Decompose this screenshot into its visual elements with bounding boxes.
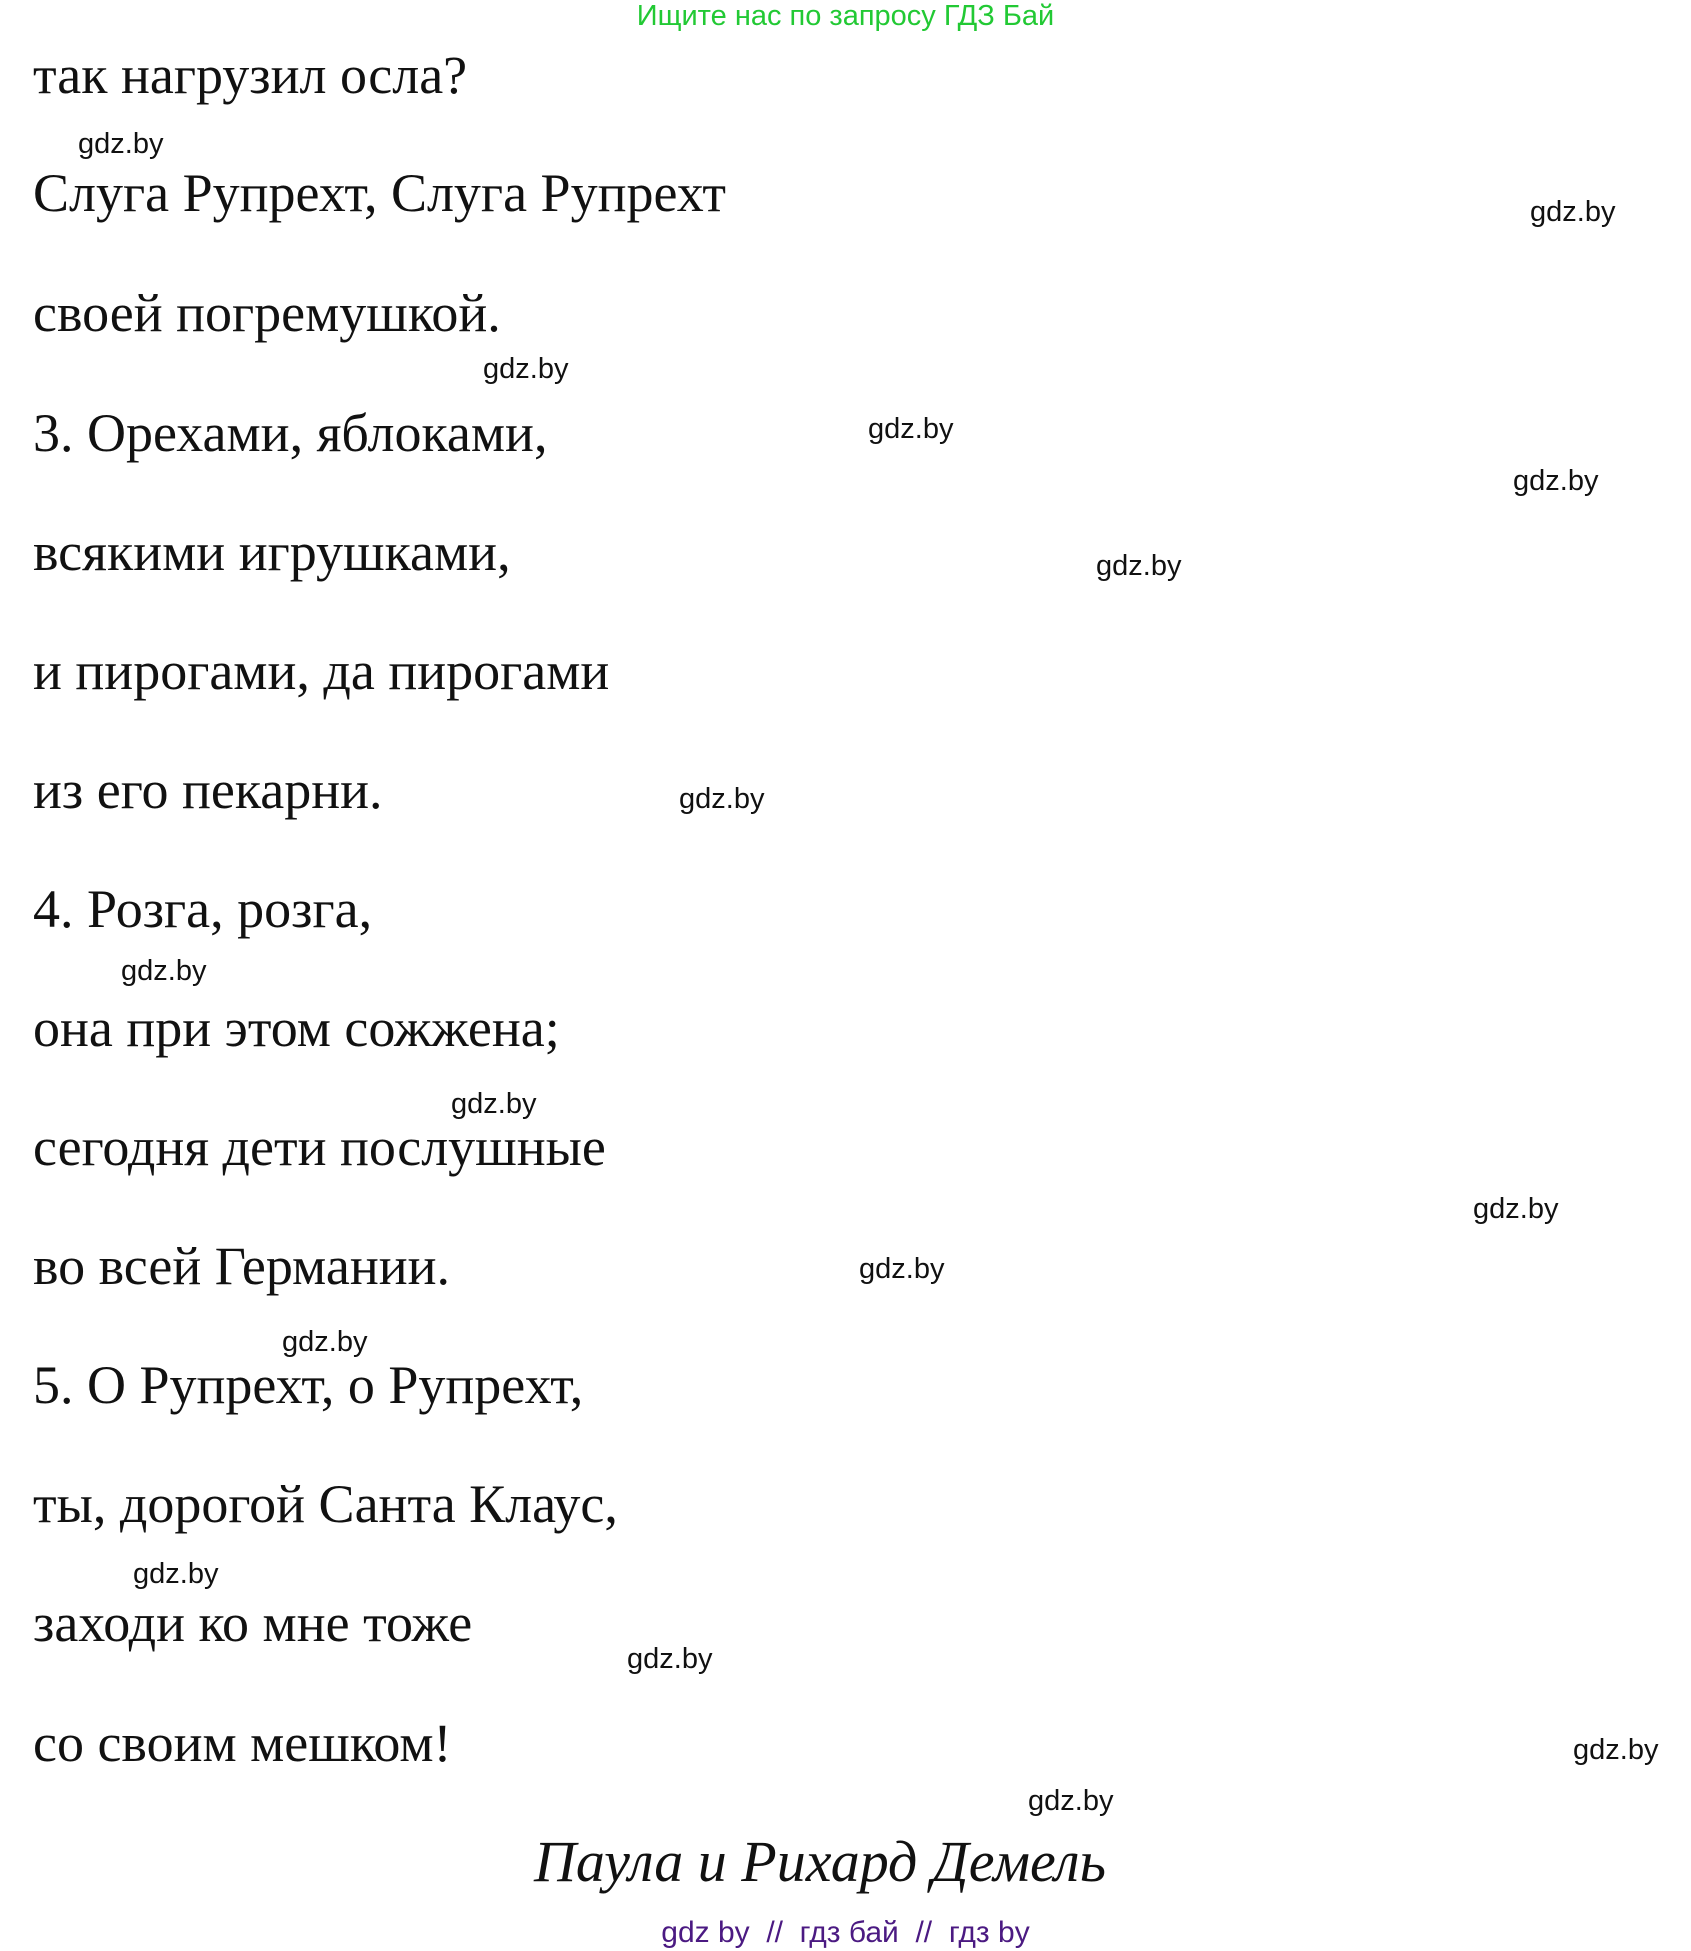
watermark: gdz.by bbox=[78, 128, 164, 160]
watermark: gdz.by bbox=[679, 783, 765, 815]
watermark: gdz.by bbox=[627, 1643, 713, 1675]
watermark: gdz.by bbox=[483, 353, 569, 385]
poem-line: Слуга Рупрехт, Слуга Рупрехт bbox=[33, 163, 726, 223]
poem-line: со своим мешком! bbox=[33, 1713, 452, 1773]
poem-line: 5. О Рупрехт, о Рупрехт, bbox=[33, 1355, 584, 1415]
poem-line: 4. Розга, розга, bbox=[33, 879, 373, 939]
watermark: gdz.by bbox=[1530, 196, 1616, 228]
poem-line: ты, дорогой Санта Клаус, bbox=[33, 1474, 618, 1534]
watermark: gdz.by bbox=[859, 1253, 945, 1285]
watermark: gdz.by bbox=[282, 1326, 368, 1358]
watermark: gdz.by bbox=[133, 1558, 219, 1590]
watermark: gdz.by bbox=[1096, 550, 1182, 582]
watermark: gdz.by bbox=[1513, 465, 1599, 497]
poem-line: заходи ко мне тоже bbox=[33, 1593, 473, 1653]
poem-line: сегодня дети послушные bbox=[33, 1117, 606, 1177]
poem-author: Паула и Рихард Демель bbox=[534, 1829, 1106, 1894]
watermark: gdz.by bbox=[451, 1088, 537, 1120]
watermark: gdz.by bbox=[121, 955, 207, 987]
watermark: gdz.by bbox=[1028, 1785, 1114, 1817]
poem-line: так нагрузил осла? bbox=[33, 45, 468, 105]
poem-line: и пирогами, да пирогами bbox=[33, 641, 610, 701]
watermark: gdz.by bbox=[868, 413, 954, 445]
watermark: gdz.by bbox=[1573, 1734, 1659, 1766]
search-banner: Ищите нас по запросу ГДЗ Бай bbox=[636, 0, 1055, 32]
poem-line: из его пекарни. bbox=[33, 760, 383, 820]
watermark: gdz.by bbox=[1473, 1193, 1559, 1225]
poem-line: 3. Орехами, яблоками, bbox=[33, 403, 548, 463]
footer-watermark: gdz by // гдз бай // гдз by bbox=[661, 1916, 1030, 1949]
poem-line: своей погремушкой. bbox=[33, 283, 501, 343]
poem-line: во всей Германии. bbox=[33, 1236, 451, 1296]
poem-line: всякими игрушками, bbox=[33, 522, 511, 582]
poem-line: она при этом сожжена; bbox=[33, 998, 560, 1058]
